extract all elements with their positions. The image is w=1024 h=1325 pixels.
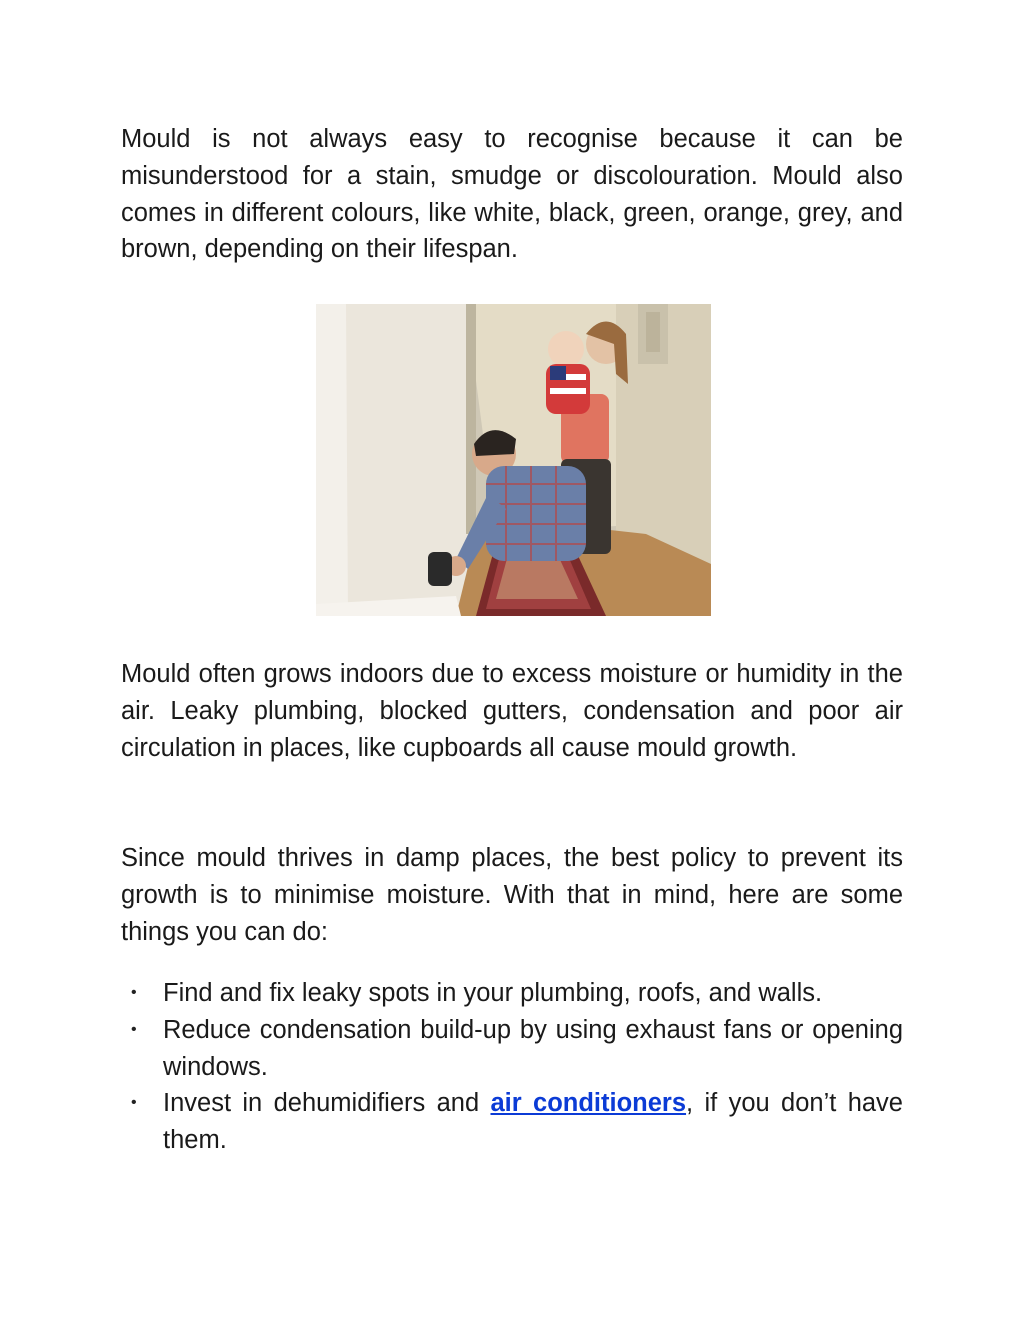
hallway-photo — [316, 304, 711, 616]
list-item — [121, 975, 903, 1012]
list-item — [121, 1012, 903, 1086]
prevention-tips-list — [121, 975, 903, 1159]
hallway-photo-illustration — [316, 304, 711, 616]
list-item-text-before: Invest in dehumidifiers and — [163, 1089, 491, 1118]
bullet-dot-icon: • — [131, 1094, 137, 1112]
paragraph-mould-recognition: Mould is not always easy to recognise because it can be misunderstood for a stain, smudge or discolouration. Mould also comes in different colours, like white, black, green, orange, grey, and brown, depending on their lifespan. — [121, 125, 903, 264]
paragraph-mould-causes: Mould often grows indoors due to excess moisture or humidity in the air. Leaky plumbing, blocked gutters, condensation and poor air circulation in places, like cupboards all cause mould growth. — [121, 660, 903, 762]
bullet-dot-icon: • — [131, 1020, 137, 1038]
list-item — [121, 1085, 903, 1159]
air-conditioners-link[interactable]: air conditioners — [490, 1089, 687, 1118]
paragraph-prevention-intro: Since mould thrives in damp places, the best policy to prevent its growth is to minimise moisture. With that in mind, here are some things you can do: — [121, 844, 903, 946]
list-item-text: Reduce condensation build-up by using exhaust fans or opening windows. — [163, 1015, 903, 1081]
list-item-text-after: , if you don’t have them. — [163, 1089, 903, 1155]
list-item-text: Find and fix leaky spots in your plumbing, roofs, and walls. — [163, 979, 823, 1007]
bullet-dot-icon: • — [131, 984, 137, 1001]
